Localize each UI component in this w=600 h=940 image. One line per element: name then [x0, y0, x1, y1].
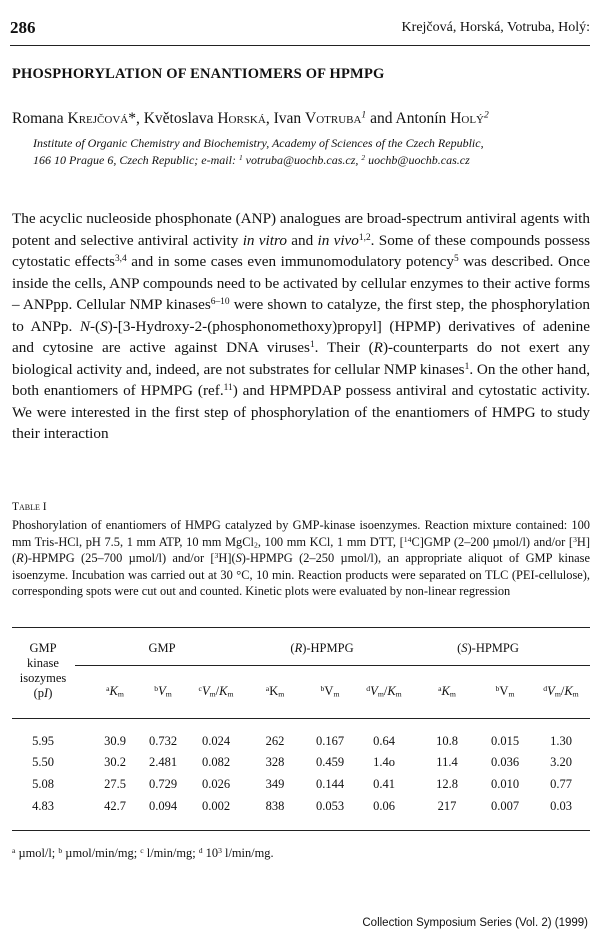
citation-ref: 11 [223, 382, 233, 393]
caption-run: )-HPMPG (2–250 µmol/l), an appropriate aliquot of GMP kinase isoenzyme. Incubation was carried out at 30 °C, 10 min. Reaction products were separated on TLC (PEI-cellulose), corresponding spots were cut out and counted. Kinetic plots were evaluated by non-linear regression [12, 551, 590, 599]
text-run: -( [89, 317, 101, 335]
footnote-mark: a [106, 683, 110, 693]
table-cell: 4.83 [32, 799, 54, 813]
footnote-exponent: 3 [218, 845, 222, 855]
header-italic: S [461, 641, 468, 655]
author-mark: * [128, 110, 136, 127]
subscript-m: m [554, 689, 561, 699]
page-number: 286 [10, 18, 36, 37]
footnote-mark: d [366, 683, 371, 693]
table-label: Table I [12, 501, 47, 513]
slash: / [560, 684, 565, 698]
text-run: and in some cases even immunomodulatory potency [126, 253, 454, 270]
table-cell: 10.8 [436, 734, 458, 748]
table-top-rule [12, 627, 590, 628]
table-cell: 0.06 [373, 799, 395, 813]
author-last: Krejčová [67, 110, 129, 127]
group-header-r-hpmpg [272, 641, 372, 656]
table-cell: 30.9 [104, 734, 126, 748]
text-italic: in vivo [317, 231, 359, 249]
table-cell: 0.053 [315, 799, 345, 813]
table-cell: 0.729 [148, 777, 178, 791]
table-cell: 27.5 [104, 777, 126, 791]
footnote-mark: b [320, 683, 325, 693]
sub-header-km [422, 684, 472, 699]
sub-header-vm-km [530, 684, 592, 699]
sub-header-vm-km [186, 684, 246, 699]
citation-ref: 3,4 [114, 253, 127, 264]
citation-ref: 6–10 [210, 296, 230, 307]
subscript-m: m [209, 689, 216, 699]
subscript-m: m [377, 689, 384, 699]
author-and: and [366, 110, 396, 127]
author-list [12, 110, 489, 128]
header-line: isozymes [19, 671, 67, 685]
symbol-v: V [201, 684, 210, 698]
author-first: Květoslava [143, 110, 214, 127]
table-header-rule [12, 718, 590, 719]
author-sep: , [265, 110, 274, 127]
author-first: Romana [12, 110, 64, 127]
symbol-k: K [441, 684, 450, 698]
table-cell: 0.144 [315, 777, 345, 791]
text-italic: N [79, 317, 90, 335]
author-first: Ivan [273, 110, 302, 127]
symbol-v: V [324, 684, 334, 698]
header-rule [10, 45, 590, 46]
footnote-mark: c [140, 845, 144, 855]
caption-italic: R [16, 551, 24, 566]
table-cell: 0.082 [201, 755, 231, 769]
caption-run: C]GMP (2–200 µmol/l) and/or [ [411, 534, 574, 549]
running-head: Krejčová, Horská, Votruba, Holý: [401, 20, 590, 35]
table-cell: 5.50 [32, 755, 54, 769]
header-run: ) [48, 686, 53, 700]
text-run: )-counterparts do not exert any biological activity and, indeed, are not substrates for cellular NMP kinases [12, 339, 590, 378]
table-cell: 0.64 [373, 734, 395, 748]
caption-run: H]( [12, 534, 590, 566]
table-cell: 3.20 [550, 755, 572, 769]
citation-ref: 1 [464, 361, 470, 372]
slash: / [215, 684, 220, 698]
subscript-m: m [117, 689, 124, 699]
footnote-mark: c [198, 683, 202, 693]
caption-run: , 100 mm KCl, 1 mm DTT, [ [257, 534, 404, 549]
table-cell: 838 [265, 799, 285, 813]
header-run: (p [33, 686, 45, 700]
group-header-gmp: GMP [148, 641, 176, 655]
table-cell: 0.036 [490, 755, 520, 769]
text-run: . On the other hand, both enantiomers of HPMPG (ref. [12, 360, 591, 399]
text-run: )-[3-Hydroxy-2-(phosphonomethoxy)propyl] (HPMP) derivatives of adenine and cytosine are active against DNA viruses [12, 317, 590, 356]
header-line: GMP [29, 641, 57, 655]
table-cell: 2.481 [148, 755, 178, 769]
text-italic: R [373, 339, 383, 356]
table-bottom-rule [12, 830, 590, 831]
symbol-v: V [499, 684, 509, 698]
affiliation [33, 135, 593, 169]
footnote-mark: b [495, 683, 500, 693]
caption-italic: S [235, 551, 242, 566]
sub-header-vm [138, 684, 188, 699]
table-cell: 0.03 [550, 799, 572, 813]
sub-header-vm-km [353, 684, 415, 699]
affiliation-line-2 [33, 152, 593, 169]
table-group-rule [75, 665, 590, 666]
caption-run: Phoshorylation of enantiomers of HMPG catalyzed by GMP-kinase isoenzymes. Reaction mixture contained: 100 mm Tris-HCl, pH 7.5, 1 mm ATP, 10 mm MgCl [12, 518, 590, 549]
header-line: kinase [27, 656, 59, 670]
affiliation-address: 166 10 Prague 6, Czech Republic; e-mail: [33, 153, 239, 167]
sub-header-km [250, 684, 300, 699]
subscript-m: m [165, 689, 172, 699]
symbol-k: K [387, 684, 396, 698]
footnote-mark: a [12, 845, 16, 855]
table-cell: 1.30 [550, 734, 572, 748]
author-mark: 2 [484, 109, 489, 121]
footnote-mark: d [543, 683, 548, 693]
footnote-mark: a [438, 683, 442, 693]
header-line [12, 686, 74, 701]
caption-sup: 14 [403, 534, 412, 544]
footnote-text: µmol/min/mg; [62, 846, 141, 860]
table-footnote [12, 846, 274, 861]
table-cell: 262 [265, 734, 285, 748]
text-run: were shown to catalyze, the first step, the phosphorylation to ANPp. [12, 296, 591, 335]
header-run: ( [290, 641, 295, 655]
table-cell: 0.41 [373, 777, 395, 791]
symbol-k: K [109, 684, 118, 698]
sub-header-vm [480, 684, 530, 699]
text-run: The acyclic nucleoside phosphonate (ANP) analogues are broad-spectrum antiviral agents with potent and selective antiviral activity [12, 210, 590, 249]
caption-run: )-HPMPG (25–700 µmol/l) and/or [ [23, 551, 215, 566]
affiliation-line-1: Institute of Organic Chemistry and Biochemistry, Academy of Sciences of the Czech Republic, [33, 136, 484, 150]
header-italic: I [44, 686, 49, 700]
group-header-s-hpmpg [438, 641, 538, 656]
footnote-text: l/min/mg; [143, 846, 199, 860]
author-last: Horská [217, 110, 266, 127]
table-cell: 1.4o [373, 755, 395, 769]
table-cell: 0.010 [490, 777, 520, 791]
symbol-v: V [370, 684, 378, 698]
text-run: and [286, 231, 318, 249]
slash: / [383, 684, 388, 698]
symbol-k: K [564, 684, 573, 698]
caption-run: H]( [218, 551, 236, 566]
table-cell: 0.026 [201, 777, 231, 791]
table-cell: 5.08 [32, 777, 54, 791]
text-run: . Their ( [314, 339, 374, 356]
affiliation-email: votruba@uochb.cas.cz, [242, 153, 362, 167]
table-cell: 0.094 [148, 799, 178, 813]
subscript-m: m [395, 689, 402, 699]
footnote-mark: b [154, 683, 159, 693]
table-cell: 0.732 [148, 734, 178, 748]
table-cell: 11.4 [436, 755, 458, 769]
subscript-m: m [508, 689, 515, 699]
table-cell: 12.8 [436, 777, 458, 791]
symbol-v: V [158, 684, 166, 698]
caption-sup: 3 [573, 534, 577, 544]
table-cell: 0.002 [201, 799, 231, 813]
table-cell: 30.2 [104, 755, 126, 769]
sub-header-vm [305, 684, 355, 699]
page-footer: Collection Symposium Series (Vol. 2) (1999) [362, 917, 588, 929]
table-cell: 0.024 [201, 734, 231, 748]
table-cell: 349 [265, 777, 285, 791]
author-sep: , [135, 110, 144, 127]
footnote-text: 10 [202, 846, 219, 860]
footnote-text: l/min/mg. [221, 846, 274, 860]
table-cell: 5.95 [32, 734, 54, 748]
author-last: Votruba [305, 110, 362, 127]
text-italic: S [100, 317, 108, 335]
subscript-m: m [449, 689, 456, 699]
table-cell: 0.77 [550, 777, 572, 791]
col-header-isozymes [12, 641, 74, 701]
footnote-mark: d [198, 845, 203, 855]
footnote-mark: a [265, 683, 270, 693]
text-run: . Some of these compounds possess cytostatic effects [12, 231, 591, 270]
caption-sup: 3 [214, 550, 219, 560]
page-header [10, 18, 590, 40]
citation-ref: 5 [453, 253, 459, 264]
affiliation-mark: 1 [238, 152, 243, 162]
table-cell: 0.167 [315, 734, 345, 748]
subscript-m: m [572, 689, 579, 699]
article-title: PHOSPHORYLATION OF ENANTIOMERS OF HPMPG [12, 66, 385, 82]
citation-ref: 1,2 [358, 232, 371, 243]
header-italic: R [294, 641, 303, 655]
text-run: was described. Once inside the cells, ANP compounds need to be activated by cellular enzymes to their active forms – ANPpp. Cellular NMP kinases [12, 253, 590, 313]
text-run: ) and HPMPDAP possess antiviral and cytostatic activity. We were interested in the first step of phosphorylation of the enantiomers of HMPG to study their interaction [12, 382, 590, 442]
header-run: ( [457, 641, 462, 655]
body-paragraph [12, 208, 590, 445]
table-cell: 0.007 [490, 799, 520, 813]
text-italic: in vitro [242, 231, 287, 249]
table-cell: 0.459 [315, 755, 345, 769]
subscript-m: m [227, 689, 234, 699]
symbol-k: K [219, 684, 228, 698]
sub-header-km [90, 684, 140, 699]
subscript-m: m [333, 689, 340, 699]
author-last: Holý [450, 110, 484, 127]
footnote-text: µmol/l; [15, 846, 59, 860]
symbol-v: V [547, 684, 555, 698]
table-cell: 328 [265, 755, 285, 769]
table-cell: 0.015 [490, 734, 520, 748]
header-run: )-HPMPG [302, 641, 354, 655]
table-cell: 217 [437, 799, 457, 813]
author-first: Antonín [395, 110, 447, 127]
symbol-k: K [269, 684, 279, 698]
caption-sub: 2 [253, 540, 258, 550]
table-cell: 42.7 [104, 799, 126, 813]
affiliation-mark: 2 [361, 152, 366, 162]
subscript-m: m [278, 689, 285, 699]
header-run: )-HPMPG [467, 641, 519, 655]
citation-ref: 1 [309, 339, 315, 350]
table-caption [12, 517, 590, 600]
author-mark: 1 [361, 109, 367, 121]
affiliation-email: uochb@uochb.cas.cz [365, 153, 470, 167]
footnote-mark: b [58, 845, 63, 855]
